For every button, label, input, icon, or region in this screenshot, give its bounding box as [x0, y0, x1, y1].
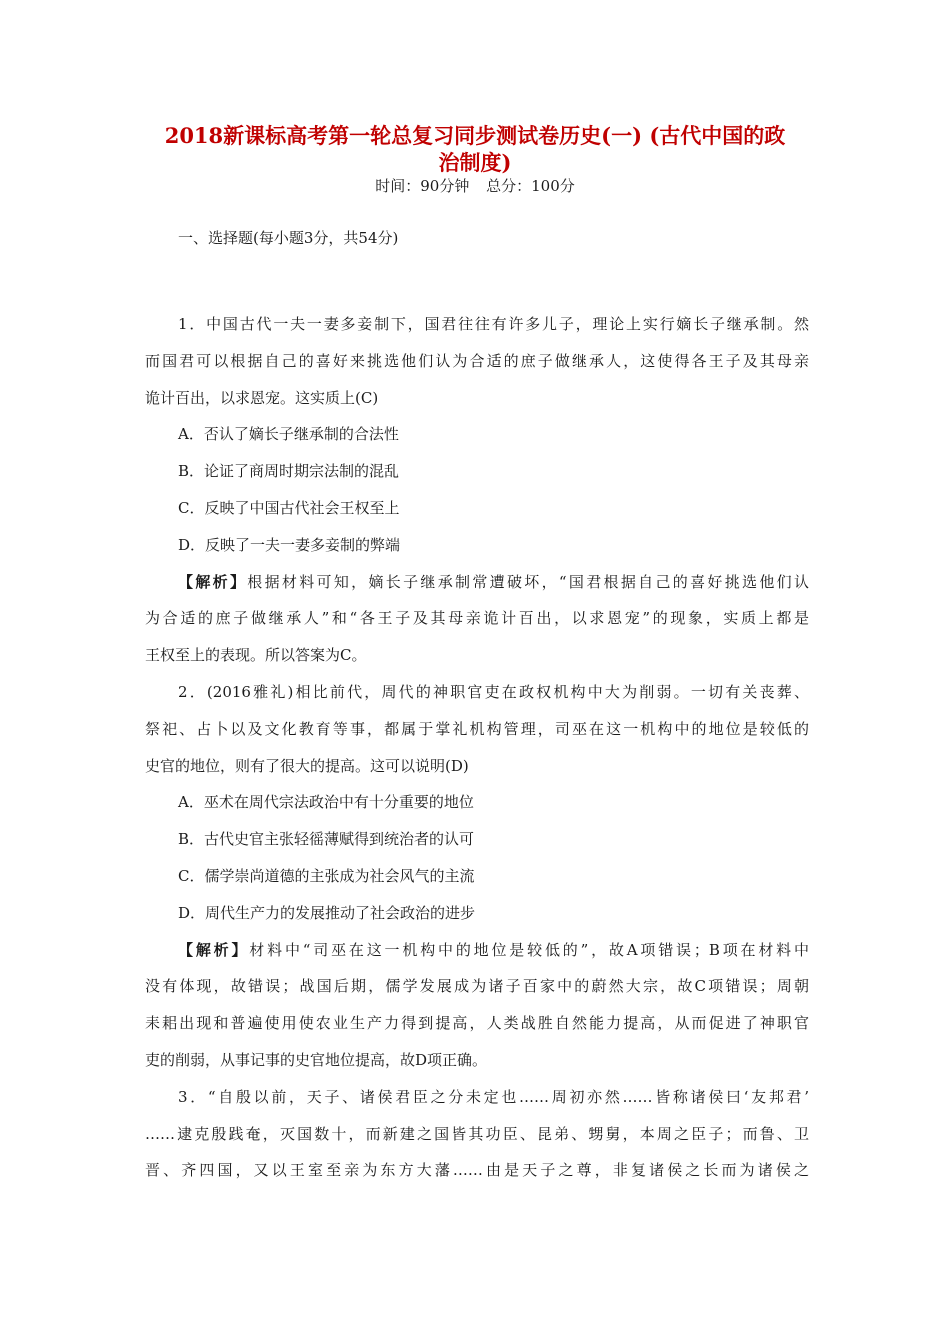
- q2-option-c: C．儒学崇尚道德的主张成为社会风气的主流: [178, 866, 475, 885]
- q1-analysis-line-1: [145, 564, 809, 601]
- exam-total: 总分：100分: [486, 177, 575, 195]
- q1-stem-line-1: 1．中国古代一夫一妻多妾制下，国君往往有许多儿子，理论上实行嫡长子继承制。然: [178, 315, 809, 333]
- q1-analysis-line-2: 为合适的庶子做继承人”和“各王子及其母亲诡计百出，以求恩宠”的现象，实质上都是: [145, 609, 809, 628]
- q2-stem-line-2: 祭祀、占卜以及文化教育等事，都属于掌礼机构管理，司巫在这一机构中的地位是较低的: [145, 719, 809, 738]
- q1-option-c: C．反映了中国古代社会王权至上: [178, 498, 400, 517]
- q1-analysis-line-3: 王权至上的表现。所以答案为C。: [145, 646, 367, 665]
- q2-option-d: D．周代生产力的发展推动了社会政治的进步: [178, 903, 476, 922]
- q1-option-a: A．否认了嫡长子继承制的合法性: [178, 425, 399, 444]
- q2-analysis-text: 材料中“司巫在这一机构中的地位是较低的”，故A项错误；B项在材料中: [249, 940, 809, 959]
- section-heading: 一、选择题(每小题3分，共54分): [178, 229, 399, 247]
- q3-stem-line-2: ……逮克殷践奄，灭国数十，而新建之国皆其功臣、昆弟、甥舅，本周之臣子；而鲁、卫: [145, 1124, 809, 1143]
- q2-option-b: B．古代史官主张轻徭薄赋得到统治者的认可: [178, 830, 475, 849]
- q1-stem-line-2: 而国君可以根据自己的喜好来挑选他们认为合适的庶子做继承人，这使得各王子及其母亲: [145, 351, 809, 370]
- q2-analysis-line-2: 没有体现，故错误；战国后期，儒学发展成为诸子百家中的蔚然大宗，故C项错误；周朝: [145, 977, 809, 996]
- q2-analysis-line-1: [145, 932, 809, 969]
- q2-analysis-tag: 【解析】: [178, 940, 250, 959]
- q2-analysis-line-4: 吏的削弱，从事记事的史官地位提高，故D项正确。: [145, 1050, 488, 1069]
- exam-meta: [130, 176, 820, 196]
- q2-stem-line-1: 2．(2016雅礼)相比前代，周代的神职官吏在政权机构中大为削弱。一切有关丧葬、: [178, 682, 809, 701]
- q1-option-b: B．论证了商周时期宗法制的混乱: [178, 462, 400, 481]
- q3-stem-line-1: 3．“自殷以前，天子、诸侯君臣之分未定也……周初亦然……皆称诸侯曰‘友邦君’: [178, 1087, 809, 1106]
- title-line-1: 2018新课标高考第一轮总复习同步测试卷历史(一) (古代中国的政: [164, 123, 786, 148]
- document-title: [130, 122, 820, 176]
- q2-analysis-line-3: 耒耜出现和普遍使用使农业生产力得到提高，人类战胜自然能力提高，从而促进了神职官: [145, 1014, 809, 1033]
- q3-stem-line-3: 晋、齐四国，又以王室至亲为东方大藩……由是天子之尊，非复诸侯之长而为诸侯之: [145, 1161, 809, 1180]
- q1-analysis-tag: 【解析】: [178, 572, 248, 591]
- q2-option-a: A．巫术在周代宗法政治中有十分重要的地位: [178, 793, 474, 812]
- title-line-2: 治制度): [438, 150, 512, 175]
- q2-stem-line-3: 史官的地位，则有了很大的提高。这可以说明(D): [145, 756, 469, 775]
- q1-option-d: D．反映了一夫一妻多妾制的弊端: [178, 535, 401, 554]
- q1-analysis-text: 根据材料可知，嫡长子继承制常遭破坏，“国君根据自己的喜好挑选他们认: [247, 572, 809, 591]
- question-body: [145, 306, 809, 1189]
- exam-time: 时间：90分钟: [375, 177, 470, 195]
- q1-stem-line-3: 诡计百出，以求恩宠。这实质上(C): [145, 388, 379, 407]
